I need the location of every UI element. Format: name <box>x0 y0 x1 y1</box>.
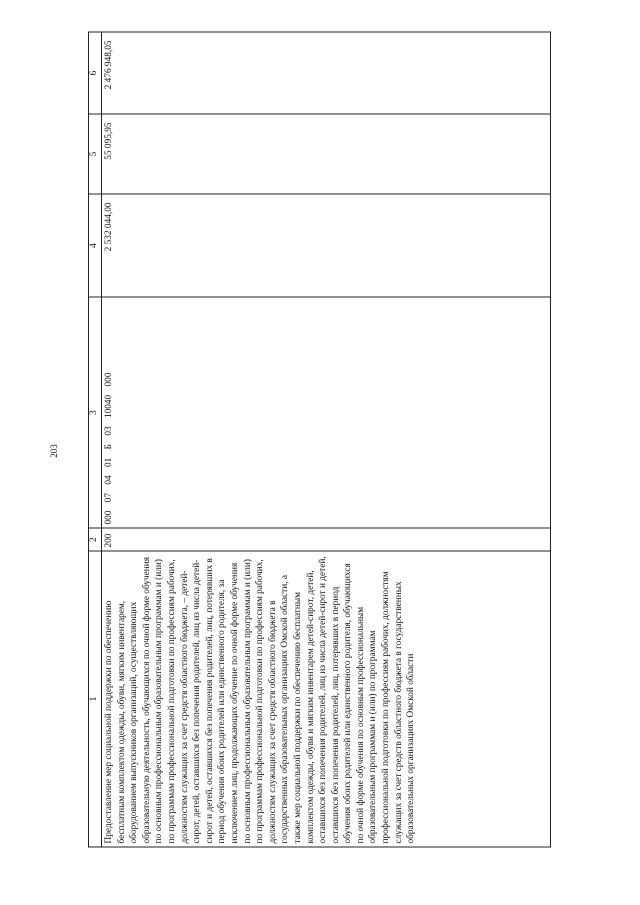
budget-table <box>88 31 551 847</box>
row-col-6: 2 476 948,05 <box>102 32 551 114</box>
header-col-2: 2 <box>89 528 102 551</box>
table-container <box>88 32 558 847</box>
header-col-5: 5 <box>89 114 102 194</box>
code-part: Б <box>104 443 114 449</box>
code-part: 07 <box>104 492 114 502</box>
header-col-3: 3 <box>89 297 102 528</box>
row-col-2: 200 <box>102 528 551 551</box>
header-col-4: 4 <box>89 194 102 297</box>
code-part: 04 <box>104 474 114 485</box>
table-row <box>102 32 551 847</box>
header-col-6: 6 <box>89 32 102 114</box>
row-description: Предоставление мер социальной поддержки по обеспечению бесплатным комплектом одежды, обуви, мягким инвентарем, оборудованием выпускников организаций, осуществляющих образовательную деятельность, обучающихся по очной форме обучения по основным профессиональным образовательным программам и (или) по программам профессиональной подготовки по профессиям рабочих, должностям служащих за счет средств областного бюджета, – детей-сирот, детей, оставшихся без попечения родителей, лиц из числа детей-сирот и детей, оставшихся без попечения родителей, лиц, потерявших в период обучения обоих родителей или единственного родителя, за исключением лиц, продолжающих обучение по очной форме обучения по основным профессиональным образовательным программам и (или) по программам профессиональной подготовки по профессиям рабочих, должностям служащих за счет средств областного бюджета в государственных образовательных организациях Омской области, а также мер социальной поддержки по обеспечению бесплатным комплектом одежды, обуви и мягким инвентарем детей-сирот, детей, оставшихся без попечения родителей, лиц из числа детей-сирот и детей, оставшихся без попечения родителей, лиц, потерявших в период обучения обоих родителей или единственного родителя, обучающихся по очной форме обучения по основным профессиональным образовательным программам и (или) по программам профессиональной подготовки по профессиям рабочих, должностям служащих за счет средств областного бюджета в государственных образовательных организациях Омской области <box>102 551 551 847</box>
row-col-4: 2 532 044,00 <box>102 194 551 297</box>
row-budget-code <box>102 297 551 528</box>
code-part: 01 <box>104 457 114 467</box>
code-part: 10040 <box>104 394 114 418</box>
page-number: 203 <box>49 444 59 458</box>
row-col-5: 55 095,95 <box>102 114 551 194</box>
header-col-1: 1 <box>89 551 102 847</box>
code-part: 000 <box>104 372 114 386</box>
code-part: 03 <box>104 425 114 436</box>
header-row <box>89 32 102 847</box>
code-part: 000 <box>104 510 114 524</box>
rotated-table-frame <box>88 32 558 847</box>
